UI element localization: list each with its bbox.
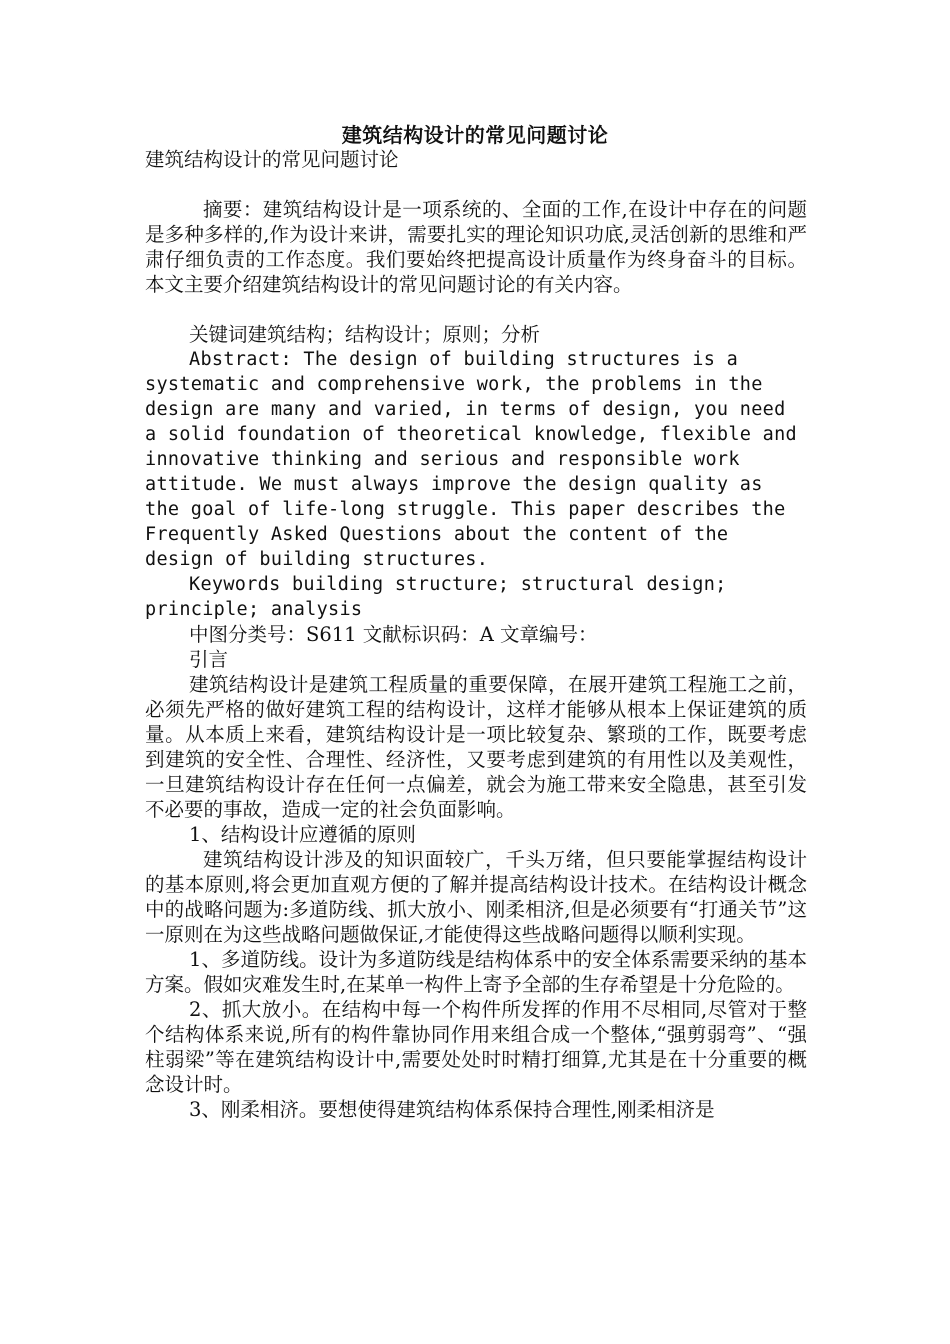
section1-paragraph: 建筑结构设计涉及的知识面较广，千头万绪，但只要能掌握结构设计的基本原则,将会更加直观方便的了解并提高结构设计技术。在结构设计概念中的战略问题为:多道防线、抓大放小、刚柔相济,但是必须要有“打通关节”这一原则在为这些战略问题做保证,才能使得这些战略问题得以顺利实现。 [145, 848, 807, 946]
abstract-en: Abstract: The design of building structures is a systematic and comprehensive work, the problems in the design are many and varied, in terms of design, you need a solid foundation of theoretical knowledge, flexible and innovative thinking and serious and responsible work attitude. We must always improve the design quality as the goal of life-long struggle. This paper describes the Frequently Asked Questions about the content of the design of building structures. [145, 349, 797, 570]
section1-heading: 1、结构设计应遵循的原则 [189, 823, 416, 846]
list-item-2: 2、抓大放小。在结构中每一个构件所发挥的作用不尽相同,尽管对于整个结构体系来说,所有的构件靠协同作用来组合成一个整体,“强剪弱弯”、“强柱弱梁”等在建筑结构设计中,需要处处时时精打细算,尤其是在十分重要的概念设计时。 [145, 998, 807, 1096]
keywords-en: Keywords building structure; structural design; principle; analysis [145, 574, 727, 620]
spacer [145, 297, 807, 322]
document-body [145, 147, 807, 1122]
list-item-1: 1、多道防线。设计为多道防线是结构体系中的安全体系需要采纳的基本方案。假如灾难发生时,在某单一构件上寄予全部的生存希望是十分危险的。 [145, 948, 807, 996]
abstract-cn: 摘要：建筑结构设计是一项系统的、全面的工作,在设计中存在的问题是多种多样的,作为设计来讲，需要扎实的理论知识功底,灵活创新的思维和严肃仔细负责的工作态度。我们要始终把提高设计质量作为终身奋斗的目标。本文主要介绍建筑结构设计的常见问题讨论的有关内容。 [145, 198, 807, 296]
spacer [145, 172, 807, 197]
classification-line: 中图分类号：S611 文献标识码：A 文章编号： [189, 623, 598, 646]
document-subtitle: 建筑结构设计的常见问题讨论 [145, 148, 399, 171]
intro-paragraph: 建筑结构设计是建筑工程质量的重要保障，在展开建筑工程施工之前，必须先严格的做好建筑工程的结构设计，这样才能够从根本上保证建筑的质量。从本质上来看，建筑结构设计是一项比较复杂、繁琐的工作，既要考虑到建筑的安全性、合理性、经济性，又要考虑到建筑的有用性以及美观性，一旦建筑结构设计存在任何一点偏差，就会为施工带来安全隐患，甚至引发不必要的事故，造成一定的社会负面影响。 [145, 673, 807, 821]
intro-heading: 引言 [189, 648, 229, 671]
list-item-3: 3、刚柔相济。要想使得建筑结构体系保持合理性,刚柔相济是 [189, 1098, 715, 1121]
document-title: 建筑结构设计的常见问题讨论 [341, 123, 609, 147]
keywords-cn: 关键词建筑结构；结构设计；原则；分析 [189, 323, 541, 346]
